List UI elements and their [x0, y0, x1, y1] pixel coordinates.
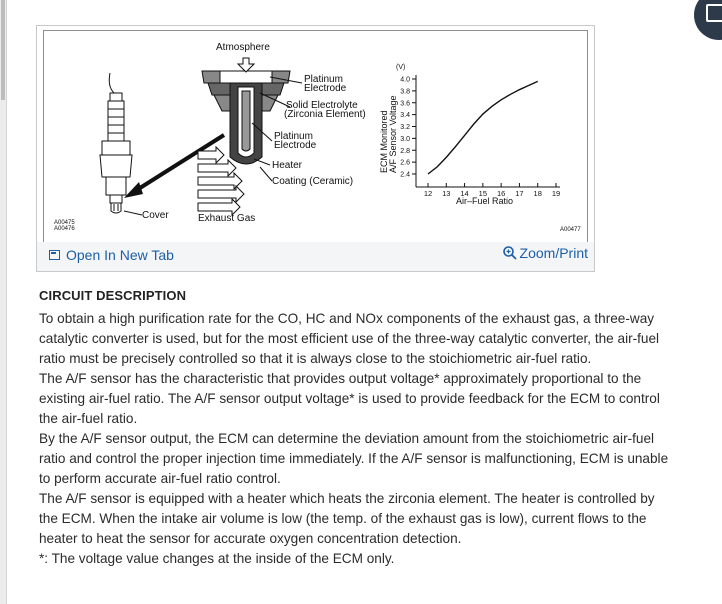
y-tick-label: 3.2	[400, 124, 410, 131]
chart-ylabel-line2: A/F Sensor Voltage	[388, 95, 398, 173]
x-tick-label: 15	[478, 189, 488, 198]
detail-arrowhead	[124, 182, 143, 198]
paragraph-5: *: The voltage value changes at the inside of the ECM only.	[39, 551, 395, 566]
open-in-new-tab-link[interactable]	[49, 247, 174, 263]
figure-footer	[37, 242, 594, 271]
y-tick-label: 3.0	[400, 135, 410, 143]
x-tick-label: 17	[515, 189, 524, 198]
paragraph-2: The A/F sensor has the characteristic that provides output voltage* approximately proportional to the existing air-fuel ratio. The A/F sensor output voltage* is used to provide feedback for the ECM to control the air-fuel ratio.	[39, 371, 660, 426]
cover-pointer	[124, 211, 142, 215]
x-tick-label: 16	[496, 189, 506, 198]
page-scrollbar[interactable]	[0, 0, 7, 604]
open-in-new-tab-label: Open In New Tab	[66, 247, 174, 263]
chart-xlabel: Air–Fuel Ratio	[456, 196, 514, 206]
paragraph-4: The A/F sensor is equipped with a heater which heats the zirconia element. The heater is controlled by the ECM. When the intake air volume is low (the temp. of the exhaust gas is low), current flows to the heater to heat the sensor for accurate oxygen concentration detection.	[39, 491, 655, 546]
chart-unit-label: (V)	[396, 64, 406, 71]
floating-action-button[interactable]	[694, 0, 722, 40]
figure-code-1: A00475	[54, 220, 75, 226]
paragraph-1: To obtain a high purification rate for the CO, HC and NOx components of the exhaust gas, a three-way catalytic converter is used, but for the most efficient use of the three-way catalytic converter, the air-fuel ratio must be precisely controlled so that it is always close to the stoichiometric air-fuel ratio.	[39, 311, 660, 366]
x-tick-label: 13	[442, 189, 451, 198]
label-platinum-electrode-bottom: Platinum	[274, 131, 313, 142]
figure-code-3: A00477	[560, 227, 581, 233]
scrollbar-thumb[interactable]	[1, 0, 5, 100]
zoom-print-link[interactable]	[502, 245, 588, 261]
x-tick-label: 18	[533, 189, 542, 198]
series-line	[428, 81, 538, 174]
x-tick-label: 12	[423, 189, 433, 198]
label-platinum-electrode-top: Platinum	[304, 74, 343, 85]
floating-button-icon	[706, 4, 722, 22]
label-zirconia-element: (Zirconia Element)	[284, 109, 366, 120]
y-tick-label: 4.0	[400, 76, 410, 84]
label-platinum-electrode-top-2: Electrode	[304, 83, 347, 94]
x-tick-label: 19	[551, 189, 561, 198]
label-cover: Cover	[142, 210, 169, 221]
zoom-icon	[502, 245, 518, 261]
y-tick-label: 3.6	[400, 100, 410, 108]
x-tick-label: 14	[460, 189, 469, 198]
label-platinum-electrode-bottom-2: Electrode	[274, 140, 317, 151]
label-solid-electrolyte: Solid Electrolyte	[286, 100, 358, 111]
chart-ylabel-line1: ECM Monitored	[379, 110, 389, 173]
y-tick-label: 3.8	[400, 88, 410, 96]
y-tick-label: 2.4	[400, 171, 410, 179]
figure-card	[36, 25, 595, 272]
figure-code-2: A00476	[54, 226, 75, 232]
y-tick-label: 2.8	[400, 147, 410, 155]
y-tick-label: 3.4	[400, 112, 410, 120]
label-coating: Coating (Ceramic)	[272, 176, 354, 187]
circuit-description-section	[39, 286, 669, 569]
atmosphere-arrow	[238, 58, 254, 72]
zoom-print-label: Zoom/Print	[519, 245, 588, 261]
af-sensor-diagram	[44, 31, 587, 243]
label-atmosphere: Atmosphere	[216, 42, 270, 53]
new-tab-icon	[49, 250, 60, 260]
paragraph-3: By the A/F sensor output, the ECM can determine the deviation amount from the stoichiometric air-fuel ratio and control the proper injection time immediately. If the A/F sensor is malfunctioning, ECM is unable to perform accurate air-fuel ratio control.	[39, 431, 669, 486]
sensor-probe-drawing	[100, 73, 132, 213]
label-exhaust-gas: Exhaust Gas	[198, 213, 256, 224]
voltage-chart	[379, 64, 560, 206]
figure-illustration	[43, 30, 588, 244]
y-tick-label: 2.6	[400, 159, 410, 167]
section-heading: CIRCUIT DESCRIPTION	[39, 288, 187, 303]
label-heater: Heater	[272, 160, 303, 171]
